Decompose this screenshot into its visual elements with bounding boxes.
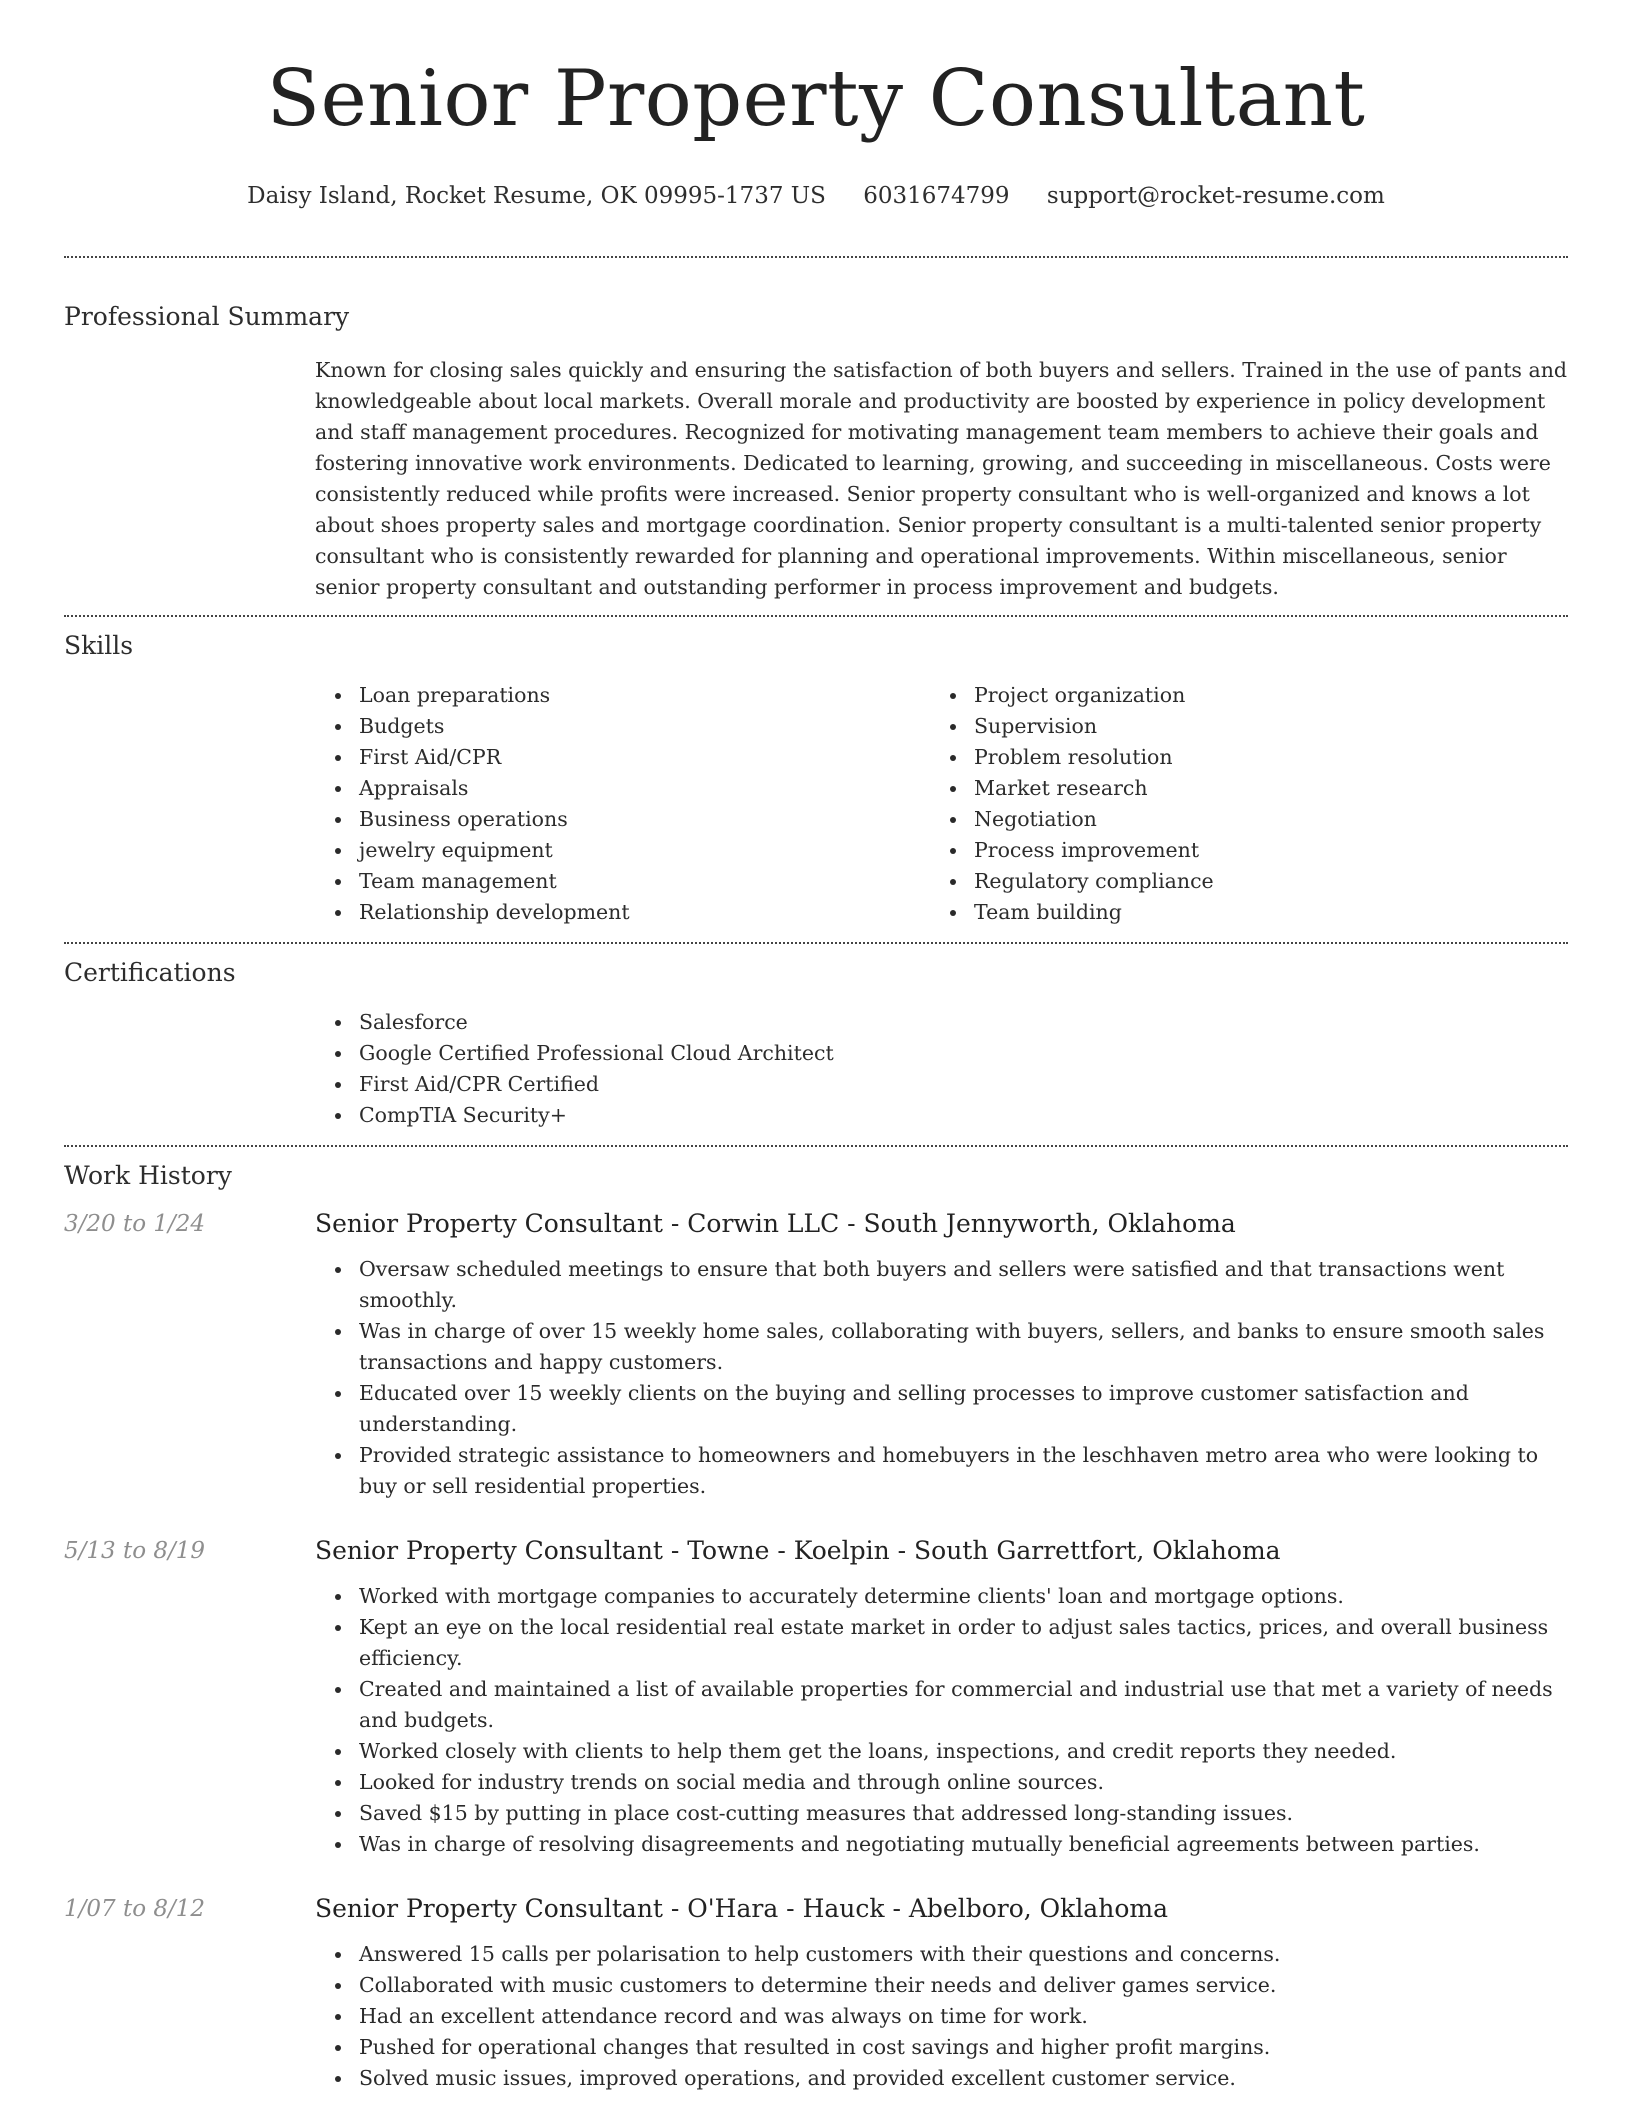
job-entry <box>64 1892 1568 2094</box>
job-dates: 3/20 to 1/24 <box>64 1211 206 1237</box>
skill-item: Project organization <box>974 680 1545 711</box>
skill-item: Loan preparations <box>359 680 930 711</box>
skills-list-right <box>930 680 1545 928</box>
skill-item: First Aid/CPR <box>359 742 930 773</box>
resume-name: Senior Property Consultant <box>266 54 1366 144</box>
job-bullets <box>315 1254 1568 1502</box>
contact-address: Daisy Island, Rocket Resume, OK 09995-1737 US <box>247 183 826 209</box>
job-bullet: Saved $15 by putting in place cost-cutting measures that addressed long-standing issues. <box>359 1798 1568 1829</box>
certification-item: CompTIA Security+ <box>359 1100 1568 1131</box>
certifications-list <box>315 1007 1568 1131</box>
skill-item: jewelry equipment <box>359 835 930 866</box>
skill-item: Budgets <box>359 711 930 742</box>
job-bullet: Created and maintained a list of available properties for commercial and industrial use that met a variety of needs and budgets. <box>359 1674 1568 1736</box>
job-bullets <box>315 1939 1568 2094</box>
job-title: Senior Property Consultant - O'Hara - Hauck - Abelboro, Oklahoma <box>315 1894 1168 1923</box>
skills-section <box>64 617 1568 942</box>
resume-page <box>64 0 1568 2094</box>
section-title-work-history: Work History <box>64 1161 232 1190</box>
job-entry <box>64 1534 1568 1860</box>
skill-item: Regulatory compliance <box>974 866 1545 897</box>
certification-item: Salesforce <box>359 1007 1568 1038</box>
section-title-skills: Skills <box>64 631 134 660</box>
contact-line <box>64 176 1568 216</box>
job-bullet: Looked for industry trends on social media and through online sources. <box>359 1767 1568 1798</box>
job-bullet: Worked with mortgage companies to accurately determine clients' loan and mortgage options. <box>359 1581 1568 1612</box>
job-bullet: Pushed for operational changes that resulted in cost savings and higher profit margins. <box>359 2032 1568 2063</box>
skill-item: Relationship development <box>359 897 930 928</box>
job-bullet: Solved music issues, improved operations, and provided excellent customer service. <box>359 2063 1568 2094</box>
job-bullet: Answered 15 calls per polarisation to help customers with their questions and concerns. <box>359 1939 1568 1970</box>
job-bullet: Kept an eye on the local residential real estate market in order to adjust sales tactics, prices, and overall business efficiency. <box>359 1612 1568 1674</box>
job-bullet: Worked closely with clients to help them get the loans, inspections, and credit reports they needed. <box>359 1736 1568 1767</box>
skill-item: Business operations <box>359 804 930 835</box>
skill-item: Supervision <box>974 711 1545 742</box>
contact-phone: 6031674799 <box>863 183 1010 209</box>
professional-summary-section <box>64 258 1568 615</box>
certification-item: First Aid/CPR Certified <box>359 1069 1568 1100</box>
job-bullet: Was in charge of over 15 weekly home sales, collaborating with buyers, sellers, and banks to ensure smooth sales transactions and happy customers. <box>359 1316 1568 1378</box>
summary-text: Known for closing sales quickly and ensuring the satisfaction of both buyers and sellers. Trained in the use of pants and knowledgeable about local markets. Overall morale and productivity are boosted by experience in policy development and staff management procedures. Recognized for motivating management team members to achieve their goals and fostering innovative work environments. Dedicated to learning, growing, and succeeding in miscellaneous. Costs were consistently reduced while profits were increased. Senior property consultant who is well-organized and knows a lot about shoes property sales and mortgage coordination. Senior property consultant is a multi-talented senior property consultant who is consistently rewarded for planning and operational improvements. Within miscellaneous, senior senior property consultant and outstanding performer in process improvement and budgets. <box>315 358 1568 599</box>
job-bullet: Had an excellent attendance record and was always on time for work. <box>359 2001 1568 2032</box>
certification-item: Google Certified Professional Cloud Architect <box>359 1038 1568 1069</box>
job-bullet: Educated over 15 weekly clients on the buying and selling processes to improve customer satisfaction and understanding. <box>359 1378 1568 1440</box>
certifications-section <box>64 944 1568 1145</box>
section-title-certifications: Certifications <box>64 958 236 987</box>
skill-item: Negotiation <box>974 804 1545 835</box>
job-entry <box>64 1207 1568 1502</box>
skill-item: Team building <box>974 897 1545 928</box>
job-bullet: Oversaw scheduled meetings to ensure that both buyers and sellers were satisfied and that transactions went smoothly. <box>359 1254 1568 1316</box>
contact-email: support@rocket-resume.com <box>1046 183 1385 209</box>
job-bullets <box>315 1581 1568 1860</box>
job-dates: 1/07 to 8/12 <box>64 1896 206 1922</box>
work-history-section <box>64 1147 1568 2094</box>
skill-item: Team management <box>359 866 930 897</box>
section-title-summary: Professional Summary <box>64 302 350 331</box>
skill-item: Problem resolution <box>974 742 1545 773</box>
skills-list-left <box>315 680 930 928</box>
job-dates: 5/13 to 8/19 <box>64 1538 206 1564</box>
skill-item: Appraisals <box>359 773 930 804</box>
job-bullet: Collaborated with music customers to determine their needs and deliver games service. <box>359 1970 1568 2001</box>
job-bullet: Was in charge of resolving disagreements and negotiating mutually beneficial agreements between parties. <box>359 1829 1568 1860</box>
job-title: Senior Property Consultant - Towne - Koelpin - South Garrettfort, Oklahoma <box>315 1536 1281 1565</box>
skill-item: Process improvement <box>974 835 1545 866</box>
job-bullet: Provided strategic assistance to homeowners and homebuyers in the leschhaven metro area who were looking to buy or sell residential properties. <box>359 1440 1568 1502</box>
job-title: Senior Property Consultant - Corwin LLC - South Jennyworth, Oklahoma <box>315 1209 1236 1238</box>
skill-item: Market research <box>974 773 1545 804</box>
